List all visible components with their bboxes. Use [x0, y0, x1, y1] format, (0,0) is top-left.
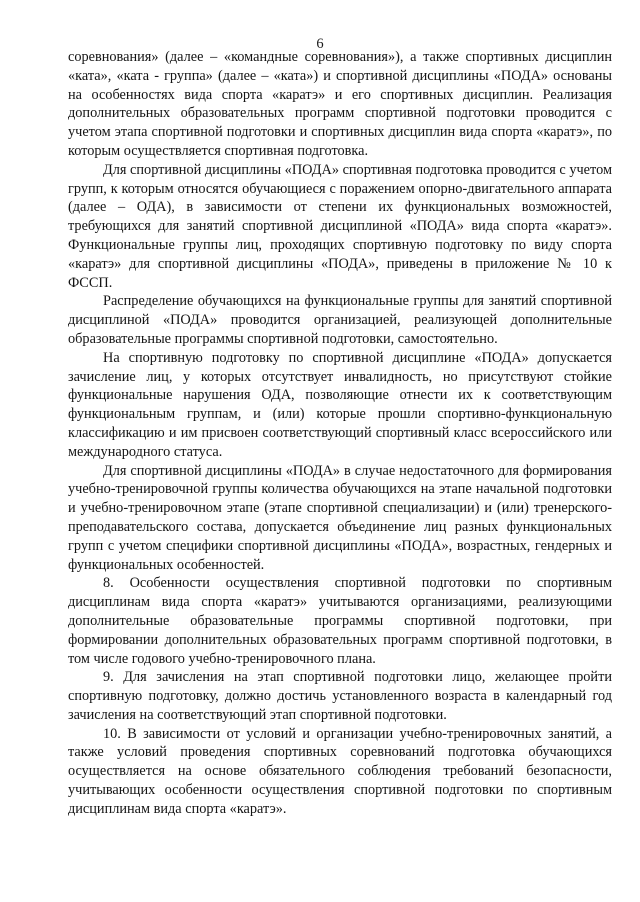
paragraph-poda-groups: Для спортивной дисциплины «ПОДА» спортивная подготовка проводится с учетом групп, к которым относятся обучающиеся с поражением опорно-двигательного аппарата (далее – ОДА), в зависимости от степени их функциональных возможностей, требующихся для занятий спортивной дисциплиной «ПОДА» вида спорта «каратэ». Функциональные группы лиц, проходящих спортивную подготовку по виду спорта «каратэ» для спортивной дисциплины «ПОДА», приведены в приложение № 10 к ФССП. [68, 161, 612, 291]
page-number: 6 [316, 36, 324, 52]
paragraph-group-merging: Для спортивной дисциплины «ПОДА» в случае недостаточного для формирования учебно-тренировочной группы количества обучающихся на этапе начальной подготовки и учебно-тренировочном этапе (этапе спортивной специализации) и (или) тренерского-преподавательского состава, допускается объединение лиц разных функциональных групп с учетом специфики спортивной дисциплины «ПОДА», возрастных, гендерных и функциональных особенностей. [68, 462, 612, 573]
paragraph-item-9: 9. Для зачисления на этап спортивной подготовки лицо, желающее пройти спортивную подготовку, должно достичь установленного возраста в календарный год зачисления на соответствующий этап спортивной подготовки. [68, 669, 612, 723]
paragraph-item-8: 8. Особенности осуществления спортивной подготовки по спортивным дисциплинам вида спорта «каратэ» учитываются организациями, реализующими дополнительные образовательные программы спортивной подготовки, при формировании дополнительных образовательных программ спортивной подготовки, в том числе годового учебно-тренировочного плана. [68, 575, 612, 667]
paragraph-continuation: соревнования» (далее – «командные соревнования»), а также спортивных дисциплин «ката», «ката - группа» (далее – «ката») и спортивной дисциплины «ПОДА» основаны на особенностях вида спорта «каратэ» и его спортивных дисциплин. Реализация дополнительных образовательных программ спортивной подготовки проводится с учетом этапа спортивной подготовки и спортивных дисциплин вида спорта «каратэ», по которым осуществляется спортивная подготовка. [68, 49, 612, 159]
paragraph-item-10: 10. В зависимости от условий и организации учебно-тренировочных занятий, а также условий проведения спортивных соревнований подготовка обучающихся осуществляется на основе обязательного соблюдения требований безопасности, учитывающих особенности осуществления спортивной подготовки по спортивным дисциплинам вида спорта «каратэ». [68, 725, 612, 817]
paragraph-admission: На спортивную подготовку по спортивной дисциплине «ПОДА» допускается зачисление лиц, у которых отсутствует инвалидность, но присутствуют стойкие функциональные нарушения ОДА, позволяющие отнести их к соответствующим функциональным группам, и (или) которые прошли спортивно-функциональную классификацию и им присвоен соответствующий спортивный класс всероссийского или международного статуса. [68, 349, 612, 460]
paragraph-group-distribution: Распределение обучающихся на функциональные группы для занятий спортивной дисциплиной «ПОДА» проводится организацией, реализующей дополнительные образовательные программы спортивной подготовки, самостоятельно. [68, 293, 612, 347]
document-body [68, 48, 612, 819]
